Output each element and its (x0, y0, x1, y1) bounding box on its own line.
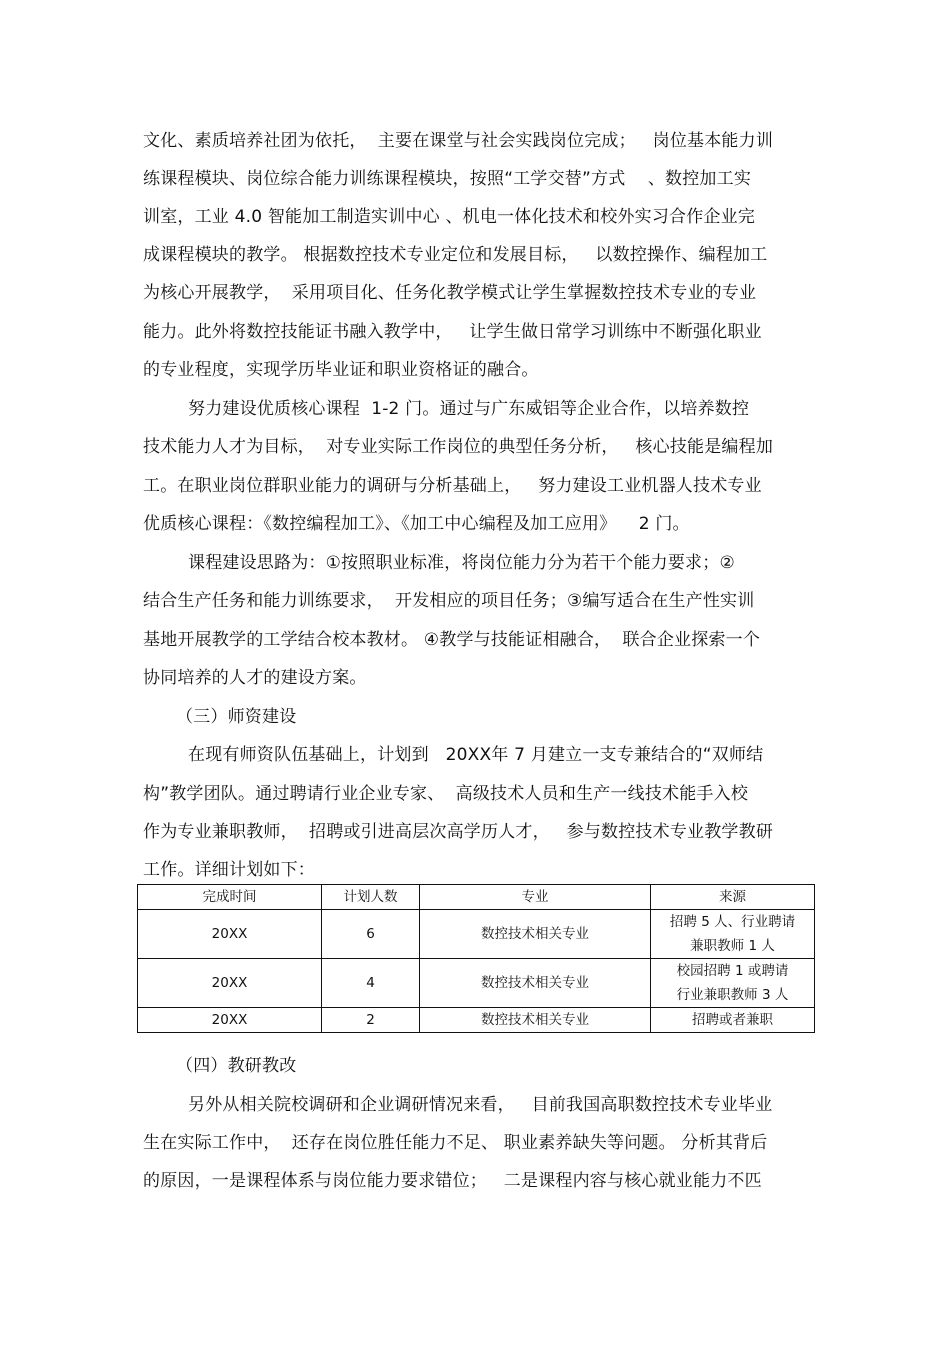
paragraph-line: 成课程模块的教学。 根据数控技术专业定位和发展目标， 以数控操作、编程加工 (143, 245, 768, 265)
table-cell: 数控技术相关专业 (420, 910, 651, 959)
table-cell: 招聘或者兼职 (651, 1008, 815, 1033)
paragraph-line: 技术能力人才为目标， 对专业实际工作岗位的典型任务分析， 核心技能是编程加 (143, 437, 774, 457)
table-cell: 2 (322, 1008, 420, 1033)
section-heading: （三）师资建设 (176, 707, 297, 727)
paragraph-line: 课程建设思路为：①按照职业标准，将岗位能力分为若干个能力要求；② (188, 553, 735, 573)
source-line: 招聘 5 人、行业聘请 (669, 914, 796, 930)
paragraph-line: 构”教学团队。通过聘请行业企业专家、 高级技术人员和生产一线技术能手入校 (143, 784, 749, 804)
paragraph-line: 生在实际工作中， 还存在岗位胜任能力不足、 职业素养缺失等问题。 分析其背后 (143, 1133, 768, 1153)
paragraph-line: 另外从相关院校调研和企业调研情况来看， 目前我国高职数控技术专业毕业 (188, 1095, 773, 1115)
paragraph-line: 协同培养的人才的建设方案。 (143, 668, 367, 688)
table-cell (651, 959, 815, 1008)
paragraph-line: 为核心开展教学， 采用项目化、任务化教学模式让学生掌握数控技术专业的专业 (143, 283, 757, 303)
table-cell: 20XX (138, 1008, 322, 1033)
table-row (138, 1008, 815, 1033)
paragraph-line: 训室，工业 4.0 智能加工制造实训中心 、机电一体化技术和校外实习合作企业完 (143, 207, 756, 227)
table-cell: 20XX (138, 910, 322, 959)
table-row (138, 910, 815, 959)
source-line: 校园招聘 1 或聘请 (676, 963, 789, 979)
column-header: 专业 (420, 885, 651, 910)
column-header: 计划人数 (322, 885, 420, 910)
table-header-row (138, 885, 815, 910)
paragraph-line: 基地开展教学的工学结合校本教材。 ④教学与技能证相融合， 联合企业探索一个 (143, 630, 761, 650)
table-cell: 数控技术相关专业 (420, 1008, 651, 1033)
paragraph-line: 工。在职业岗位群职业能力的调研与分析基础上， 努力建设工业机器人技术专业 (143, 476, 762, 496)
paragraph-line: 在现有师资队伍基础上，计划到 20XX年 7 月建立一支专兼结合的“双师结 (188, 745, 764, 765)
staffing-plan-table (137, 884, 815, 1033)
table-row (138, 959, 815, 1008)
paragraph-line: 的原因，一是课程体系与岗位能力要求错位； 二是课程内容与核心就业能力不匹 (143, 1171, 762, 1191)
table-cell: 数控技术相关专业 (420, 959, 651, 1008)
source-line: 兼职教师 1 人 (690, 938, 775, 954)
table-cell: 20XX (138, 959, 322, 1008)
column-header: 完成时间 (138, 885, 322, 910)
paragraph-line: 工作。详细计划如下： (143, 860, 315, 880)
paragraph-line: 文化、素质培养社团为依托， 主要在课堂与社会实践岗位完成； 岗位基本能力训 (143, 131, 774, 151)
paragraph-line: 能力。此外将数控技能证书融入教学中， 让学生做日常学习训练中不断强化职业 (143, 322, 762, 342)
source-line: 行业兼职教师 3 人 (676, 987, 789, 1003)
table-cell: 4 (322, 959, 420, 1008)
paragraph-line: 作为专业兼职教师， 招聘或引进高层次高学历人才， 参与数控技术专业教学教研 (143, 822, 774, 842)
paragraph-line: 练课程模块、岗位综合能力训练课程模块，按照“工学交替”方式 、数控加工实 (143, 169, 752, 189)
paragraph-line: 努力建设优质核心课程 1-2 门。通过与广东威铝等企业合作，以培养数控 (188, 399, 750, 419)
paragraph-line: 结合生产任务和能力训练要求， 开发相应的项目任务；③编写适合在生产性实训 (143, 591, 755, 611)
section-heading: （四）教研教改 (176, 1056, 297, 1076)
table-cell (651, 910, 815, 959)
column-header: 来源 (651, 885, 815, 910)
paragraph-line: 的专业程度，实现学历毕业证和职业资格证的融合。 (143, 360, 539, 380)
table-cell: 6 (322, 910, 420, 959)
paragraph-line: 优质核心课程：《数控编程加工》、《加工中心编程及加工应用》 2 门。 (143, 514, 690, 534)
